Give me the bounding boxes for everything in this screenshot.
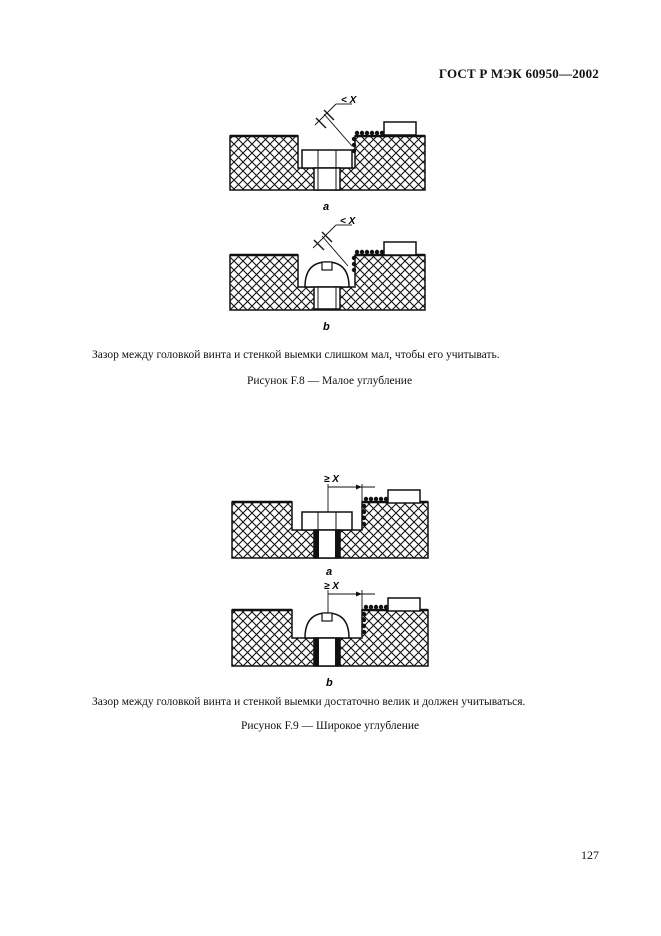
- fig-f8-title: Рисунок F.8 — Малое углубление: [247, 375, 413, 387]
- fig-f8a-drawing: [230, 104, 425, 190]
- fig-f9b-drawing: [232, 590, 428, 666]
- fig-f9-dim-label-b: ≥ X: [324, 581, 339, 592]
- fig-f9-caption: Зазор между головкой винта и стенкой выемки достаточно велик и должен учитываться.: [92, 696, 526, 708]
- fig-f9-title: Рисунок F.9 — Широкое углубление: [241, 720, 420, 732]
- fig-f8-sub-b: b: [323, 321, 330, 333]
- fig-f8-caption: Зазор между головкой винта и стенкой выемки слишком мал, чтобы его учитывать.: [92, 349, 500, 361]
- fig-f9-dim-label-a: ≥ X: [324, 474, 339, 485]
- fig-f8-dim-label-b: < X: [340, 216, 356, 227]
- fig-f8-sub-a: a: [323, 201, 330, 213]
- page-number: 127: [581, 848, 599, 862]
- fig-f8b-drawing: [230, 225, 425, 310]
- fig-f9a-drawing: [232, 484, 428, 558]
- fig-f9-sub-a: a: [326, 566, 333, 578]
- fig-f9-sub-b: b: [326, 677, 333, 689]
- document-header: ГОСТ Р МЭК 60950—2002: [438, 66, 599, 81]
- fig-f8-dim-label-a: < X: [341, 95, 357, 106]
